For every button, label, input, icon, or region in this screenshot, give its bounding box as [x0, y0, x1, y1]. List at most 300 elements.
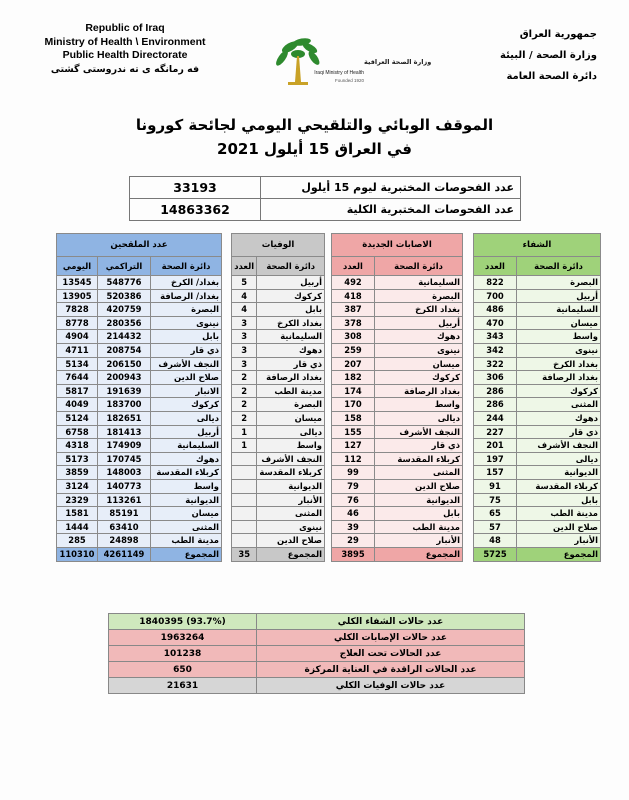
recovery-name: بابل — [517, 493, 601, 507]
header-right-line-3: دائرة الصحة العامة — [506, 71, 597, 82]
deaths-name: المثنى — [257, 507, 325, 521]
infections-count: 112 — [332, 452, 375, 466]
deaths-row — [232, 425, 325, 439]
vaccinated-name: السليمانية — [151, 439, 222, 453]
infections-row — [332, 534, 463, 548]
deaths-name: بغداد الرصافة — [257, 371, 325, 385]
vaccinated-daily: 4318 — [57, 439, 98, 453]
recovery-count: 65 — [474, 507, 517, 521]
deaths-row — [232, 316, 325, 330]
recovery-count: 286 — [474, 398, 517, 412]
recovery-table — [473, 233, 601, 562]
recovery-count: 157 — [474, 466, 517, 480]
recovery-count: 48 — [474, 534, 517, 548]
deaths-row — [232, 534, 325, 548]
infections-row — [332, 316, 463, 330]
logo-title-ar: وزارة الصحة العراقية — [364, 58, 432, 66]
infections-count: 174 — [332, 384, 375, 398]
recovery-name: السليمانية — [517, 303, 601, 317]
vaccinated-daily: 1444 — [57, 520, 98, 534]
vaccinated-daily: 5124 — [57, 411, 98, 425]
infections-row — [332, 357, 463, 371]
infections-count: 29 — [332, 534, 375, 548]
deaths-title: الوفيات — [232, 234, 325, 257]
recovery-name: ديالى — [517, 452, 601, 466]
infections-name: صلاح الدين — [375, 479, 463, 493]
vaccinated-cumulative: 548776 — [98, 276, 151, 290]
recovery-name: كربلاء المقدسة — [517, 479, 601, 493]
infections-count: 99 — [332, 466, 375, 480]
deaths-count: 2 — [232, 398, 257, 412]
vaccinated-cumulative: 140773 — [98, 479, 151, 493]
deaths-row — [232, 276, 325, 290]
deaths-row — [232, 479, 325, 493]
vaccinated-table — [56, 233, 222, 562]
vaccinated-daily: 3124 — [57, 479, 98, 493]
infections-col-count: العدد — [332, 257, 375, 276]
deaths-row — [232, 384, 325, 398]
recovery-count: 201 — [474, 439, 517, 453]
daily-tests-value: 33193 — [130, 177, 261, 199]
vaccinated-row — [57, 520, 222, 534]
recovery-row — [474, 466, 601, 480]
totals-label: عدد حالات الشفاء الكلي — [257, 614, 525, 630]
deaths-name: كركوك — [257, 289, 325, 303]
vaccinated-rows — [57, 276, 222, 548]
deaths-count: 3 — [232, 343, 257, 357]
recovery-row — [474, 371, 601, 385]
deaths-name: البصرة — [257, 398, 325, 412]
vaccinated-daily: 1581 — [57, 507, 98, 521]
recovery-count: 286 — [474, 384, 517, 398]
infections-total: 3895 — [332, 547, 375, 561]
deaths-row — [232, 357, 325, 371]
recovery-name: كركوك — [517, 384, 601, 398]
recovery-name: ذي قار — [517, 425, 601, 439]
recovery-row — [474, 425, 601, 439]
vaccinated-total-cumulative: 4261149 — [98, 547, 151, 561]
header-left-line-4: فه رمانگه ى ته ندروستى گشتى — [50, 63, 200, 75]
recovery-name: دهوك — [517, 411, 601, 425]
vaccinated-row — [57, 425, 222, 439]
recovery-count: 227 — [474, 425, 517, 439]
infections-table — [331, 233, 463, 562]
recovery-row — [474, 316, 601, 330]
vaccinated-row — [57, 411, 222, 425]
deaths-row — [232, 289, 325, 303]
vaccinated-col-cumulative: التراكمي — [98, 257, 151, 276]
vaccinated-row — [57, 452, 222, 466]
vaccinated-cumulative: 63410 — [98, 520, 151, 534]
vaccinated-daily: 285 — [57, 534, 98, 548]
recovery-row — [474, 520, 601, 534]
totals-row — [109, 646, 525, 662]
deaths-count: 3 — [232, 316, 257, 330]
vaccinated-row — [57, 357, 222, 371]
deaths-name: السليمانية — [257, 330, 325, 344]
infections-count: 492 — [332, 276, 375, 290]
daily-tests-row — [130, 177, 521, 199]
deaths-col-count: العدد — [232, 257, 257, 276]
deaths-count — [232, 534, 257, 548]
vaccinated-row — [57, 316, 222, 330]
infections-count: 170 — [332, 398, 375, 412]
vaccinated-cumulative: 181413 — [98, 425, 151, 439]
vaccinated-name: ميسان — [151, 507, 222, 521]
recovery-count: 91 — [474, 479, 517, 493]
vaccinated-name: مدينة الطب — [151, 534, 222, 548]
recovery-row — [474, 479, 601, 493]
deaths-name: الديوانية — [257, 479, 325, 493]
totals-row — [109, 630, 525, 646]
report-title: الموقف الوبائي والتلقيحي اليومي لجائحة كورونا — [135, 116, 494, 134]
recovery-name: بغداد الكرخ — [517, 357, 601, 371]
vaccinated-cumulative: 420759 — [98, 303, 151, 317]
vaccinated-name: كركوك — [151, 398, 222, 412]
recovery-name: أربيل — [517, 289, 601, 303]
vaccinated-row — [57, 276, 222, 290]
deaths-count: 3 — [232, 357, 257, 371]
logo-title-en: Iraqi Ministry of Health — [314, 70, 364, 76]
vaccinated-name: نينوى — [151, 316, 222, 330]
deaths-row — [232, 520, 325, 534]
deaths-row — [232, 398, 325, 412]
deaths-table — [231, 233, 325, 562]
totals-row — [109, 614, 525, 630]
recovery-row — [474, 357, 601, 371]
deaths-count: 2 — [232, 371, 257, 385]
recovery-col-count: العدد — [474, 257, 517, 276]
tests-summary — [129, 176, 521, 221]
infections-name: السليمانية — [375, 276, 463, 290]
deaths-row — [232, 411, 325, 425]
infections-name: كركوك — [375, 371, 463, 385]
recovery-name: الأنبار — [517, 534, 601, 548]
vaccinated-cumulative: 520386 — [98, 289, 151, 303]
vaccinated-daily: 7828 — [57, 303, 98, 317]
recovery-name: المثنى — [517, 398, 601, 412]
vaccinated-total-daily: 110310 — [57, 547, 98, 561]
vaccinated-row — [57, 507, 222, 521]
vaccinated-daily: 3859 — [57, 466, 98, 480]
recovery-row — [474, 303, 601, 317]
vaccinated-name: الانبار — [151, 384, 222, 398]
totals-value: 650 — [109, 662, 257, 678]
deaths-name: الأنبار — [257, 493, 325, 507]
infections-count: 387 — [332, 303, 375, 317]
infections-name: بغداد الكرخ — [375, 303, 463, 317]
deaths-rows — [232, 276, 325, 548]
recovery-total-label: المجموع — [517, 547, 601, 561]
totals-label: عدد حالات الإصابات الكلي — [257, 630, 525, 646]
vaccinated-name: بغداد/ الكرخ — [151, 276, 222, 290]
deaths-row — [232, 452, 325, 466]
infections-row — [332, 398, 463, 412]
recovery-row — [474, 507, 601, 521]
deaths-name: ذي قار — [257, 357, 325, 371]
infections-total-label: المجموع — [375, 547, 463, 561]
deaths-row — [232, 466, 325, 480]
total-tests-label: عدد الفحوصات المختبرية الكلية — [261, 199, 521, 221]
vaccinated-total-label: المجموع — [151, 547, 222, 561]
infections-row — [332, 507, 463, 521]
vaccinated-name: بغداد/ الرصافة — [151, 289, 222, 303]
vaccinated-row — [57, 343, 222, 357]
infections-name: بابل — [375, 507, 463, 521]
deaths-name: النجف الأشرف — [257, 452, 325, 466]
recovery-count: 244 — [474, 411, 517, 425]
recovery-name: نينوى — [517, 343, 601, 357]
recovery-row — [474, 452, 601, 466]
recovery-count: 486 — [474, 303, 517, 317]
vaccinated-cumulative: 182651 — [98, 411, 151, 425]
deaths-name: دهوك — [257, 343, 325, 357]
infections-count: 46 — [332, 507, 375, 521]
infections-row — [332, 343, 463, 357]
totals-value: 21631 — [109, 678, 257, 694]
infections-count: 79 — [332, 479, 375, 493]
vaccinated-row — [57, 384, 222, 398]
report-date: في العراق 15 أيلول 2021 — [217, 140, 412, 158]
vaccinated-name: أربيل — [151, 425, 222, 439]
infections-count: 127 — [332, 439, 375, 453]
recovery-count: 343 — [474, 330, 517, 344]
daily-tests-label: عدد الفحوصات المختبرية ليوم 15 أيلول — [261, 177, 521, 199]
infections-name: الأنبار — [375, 534, 463, 548]
recovery-name: الديوانية — [517, 466, 601, 480]
deaths-count: 1 — [232, 439, 257, 453]
infections-row — [332, 479, 463, 493]
infections-name: الديوانية — [375, 493, 463, 507]
deaths-count: 4 — [232, 289, 257, 303]
total-tests-row — [130, 199, 521, 221]
vaccinated-cumulative: 206150 — [98, 357, 151, 371]
infections-count: 182 — [332, 371, 375, 385]
recovery-col-name: دائرة الصحة — [517, 257, 601, 276]
deaths-count — [232, 507, 257, 521]
infections-name: بغداد الرصافة — [375, 384, 463, 398]
totals-value: 101238 — [109, 646, 257, 662]
vaccinated-name: ذي قار — [151, 343, 222, 357]
recovery-name: واسط — [517, 330, 601, 344]
infections-row — [332, 439, 463, 453]
vaccinated-cumulative: 170745 — [98, 452, 151, 466]
recovery-row — [474, 384, 601, 398]
totals-label: عدد الحالات الراقدة في العناية المركزة — [257, 662, 525, 678]
deaths-count: 2 — [232, 384, 257, 398]
deaths-row — [232, 330, 325, 344]
logo-founded: Founded 1920 — [334, 78, 364, 83]
header-left-line-1: Republic of Iraq — [85, 22, 165, 34]
vaccinated-cumulative: 191639 — [98, 384, 151, 398]
deaths-name: ديالى — [257, 425, 325, 439]
vaccinated-name: بابل — [151, 330, 222, 344]
recovery-name: البصرة — [517, 276, 601, 290]
infections-count: 207 — [332, 357, 375, 371]
recovery-row — [474, 534, 601, 548]
vaccinated-cumulative: 148003 — [98, 466, 151, 480]
vaccinated-daily: 13905 — [57, 289, 98, 303]
recovery-row — [474, 411, 601, 425]
deaths-name: صلاح الدين — [257, 534, 325, 548]
recovery-count: 322 — [474, 357, 517, 371]
header-right-line-1: جمهورية العراق — [519, 29, 597, 40]
deaths-name: كربلاء المقدسة — [257, 466, 325, 480]
infections-row — [332, 411, 463, 425]
vaccinated-daily: 8778 — [57, 316, 98, 330]
infections-row — [332, 384, 463, 398]
vaccinated-daily: 13545 — [57, 276, 98, 290]
recovery-row — [474, 439, 601, 453]
infections-row — [332, 371, 463, 385]
recovery-total: 5725 — [474, 547, 517, 561]
recovery-row — [474, 276, 601, 290]
vaccinated-name: البصرة — [151, 303, 222, 317]
total-tests-value: 14863362 — [130, 199, 261, 221]
totals-row — [109, 662, 525, 678]
vaccinated-daily: 4904 — [57, 330, 98, 344]
deaths-total-label: المجموع — [257, 547, 325, 561]
infections-count: 158 — [332, 411, 375, 425]
infections-title: الاصابات الجديدة — [332, 234, 463, 257]
vaccinated-daily: 4049 — [57, 398, 98, 412]
recovery-name: صلاح الدين — [517, 520, 601, 534]
vaccinated-cumulative: 280356 — [98, 316, 151, 330]
recovery-row — [474, 330, 601, 344]
infections-count: 259 — [332, 343, 375, 357]
infections-name: نينوى — [375, 343, 463, 357]
infections-name: ميسان — [375, 357, 463, 371]
recovery-name: ميسان — [517, 316, 601, 330]
deaths-total: 35 — [232, 547, 257, 561]
vaccinated-daily: 6758 — [57, 425, 98, 439]
recovery-count: 197 — [474, 452, 517, 466]
recovery-row — [474, 493, 601, 507]
infections-row — [332, 520, 463, 534]
recovery-name: مدينة الطب — [517, 507, 601, 521]
vaccinated-cumulative: 24898 — [98, 534, 151, 548]
totals-label: عدد حالات الوفيات الكلي — [257, 678, 525, 694]
vaccinated-row — [57, 289, 222, 303]
infections-name: أربيل — [375, 316, 463, 330]
deaths-name: مدينة الطب — [257, 384, 325, 398]
deaths-name: أربيل — [257, 276, 325, 290]
recovery-title: الشفاء — [474, 234, 601, 257]
vaccinated-row — [57, 330, 222, 344]
infections-name: واسط — [375, 398, 463, 412]
totals-summary — [108, 613, 525, 694]
recovery-count: 306 — [474, 371, 517, 385]
recovery-total-row — [474, 547, 601, 561]
vaccinated-daily: 7644 — [57, 371, 98, 385]
vaccinated-cumulative: 113261 — [98, 493, 151, 507]
vaccinated-cumulative: 200943 — [98, 371, 151, 385]
infections-name: ذي قار — [375, 439, 463, 453]
deaths-row — [232, 493, 325, 507]
vaccinated-daily: 2329 — [57, 493, 98, 507]
infections-name: مدينة الطب — [375, 520, 463, 534]
infections-row — [332, 289, 463, 303]
vaccinated-title: عدد الملقحين — [57, 234, 222, 257]
deaths-count: 1 — [232, 425, 257, 439]
infections-name: دهوك — [375, 330, 463, 344]
vaccinated-name: واسط — [151, 479, 222, 493]
deaths-name: بابل — [257, 303, 325, 317]
vaccinated-cumulative: 174909 — [98, 439, 151, 453]
infections-name: كربلاء المقدسة — [375, 452, 463, 466]
ministry-logo-icon — [268, 34, 432, 96]
vaccinated-cumulative: 183700 — [98, 398, 151, 412]
deaths-count — [232, 452, 257, 466]
vaccinated-row — [57, 439, 222, 453]
deaths-row — [232, 371, 325, 385]
infections-count: 39 — [332, 520, 375, 534]
vaccinated-cumulative: 85191 — [98, 507, 151, 521]
infections-row — [332, 303, 463, 317]
deaths-row — [232, 507, 325, 521]
infections-row — [332, 493, 463, 507]
recovery-row — [474, 289, 601, 303]
vaccinated-daily: 4711 — [57, 343, 98, 357]
deaths-name: نينوى — [257, 520, 325, 534]
vaccinated-daily: 5134 — [57, 357, 98, 371]
vaccinated-name: النجف الأشرف — [151, 357, 222, 371]
infections-name: المثنى — [375, 466, 463, 480]
vaccinated-row — [57, 493, 222, 507]
totals-value: 1840395 (93.7%) — [109, 614, 257, 630]
infections-count: 76 — [332, 493, 375, 507]
vaccinated-row — [57, 398, 222, 412]
infections-count: 155 — [332, 425, 375, 439]
header-left-line-3: Public Health Directorate — [62, 49, 188, 61]
infections-name: النجف الأشرف — [375, 425, 463, 439]
vaccinated-name: الديوانية — [151, 493, 222, 507]
vaccinated-cumulative: 208754 — [98, 343, 151, 357]
totals-label: عدد الحالات تحت العلاج — [257, 646, 525, 662]
infections-total-row — [332, 547, 463, 561]
vaccinated-row — [57, 534, 222, 548]
recovery-count: 700 — [474, 289, 517, 303]
recovery-count: 75 — [474, 493, 517, 507]
vaccinated-daily: 5173 — [57, 452, 98, 466]
recovery-row — [474, 343, 601, 357]
vaccinated-col-daily: اليومي — [57, 257, 98, 276]
deaths-name: واسط — [257, 439, 325, 453]
deaths-name: ميسان — [257, 411, 325, 425]
recovery-count: 57 — [474, 520, 517, 534]
totals-value: 1963264 — [109, 630, 257, 646]
deaths-total-row — [232, 547, 325, 561]
recovery-count: 822 — [474, 276, 517, 290]
infections-row — [332, 330, 463, 344]
infections-count: 418 — [332, 289, 375, 303]
vaccinated-name: صلاح الدين — [151, 371, 222, 385]
header-right-line-2: وزارة الصحة / البيئة — [500, 50, 597, 61]
infections-row — [332, 466, 463, 480]
deaths-count — [232, 479, 257, 493]
infections-count: 378 — [332, 316, 375, 330]
vaccinated-row — [57, 466, 222, 480]
deaths-col-name: دائرة الصحة — [257, 257, 325, 276]
deaths-count: 3 — [232, 330, 257, 344]
infections-name: البصرة — [375, 289, 463, 303]
vaccinated-name: كربلاء المقدسة — [151, 466, 222, 480]
recovery-count: 342 — [474, 343, 517, 357]
deaths-row — [232, 343, 325, 357]
deaths-count: 5 — [232, 276, 257, 290]
recovery-count: 470 — [474, 316, 517, 330]
header-english — [40, 22, 210, 76]
